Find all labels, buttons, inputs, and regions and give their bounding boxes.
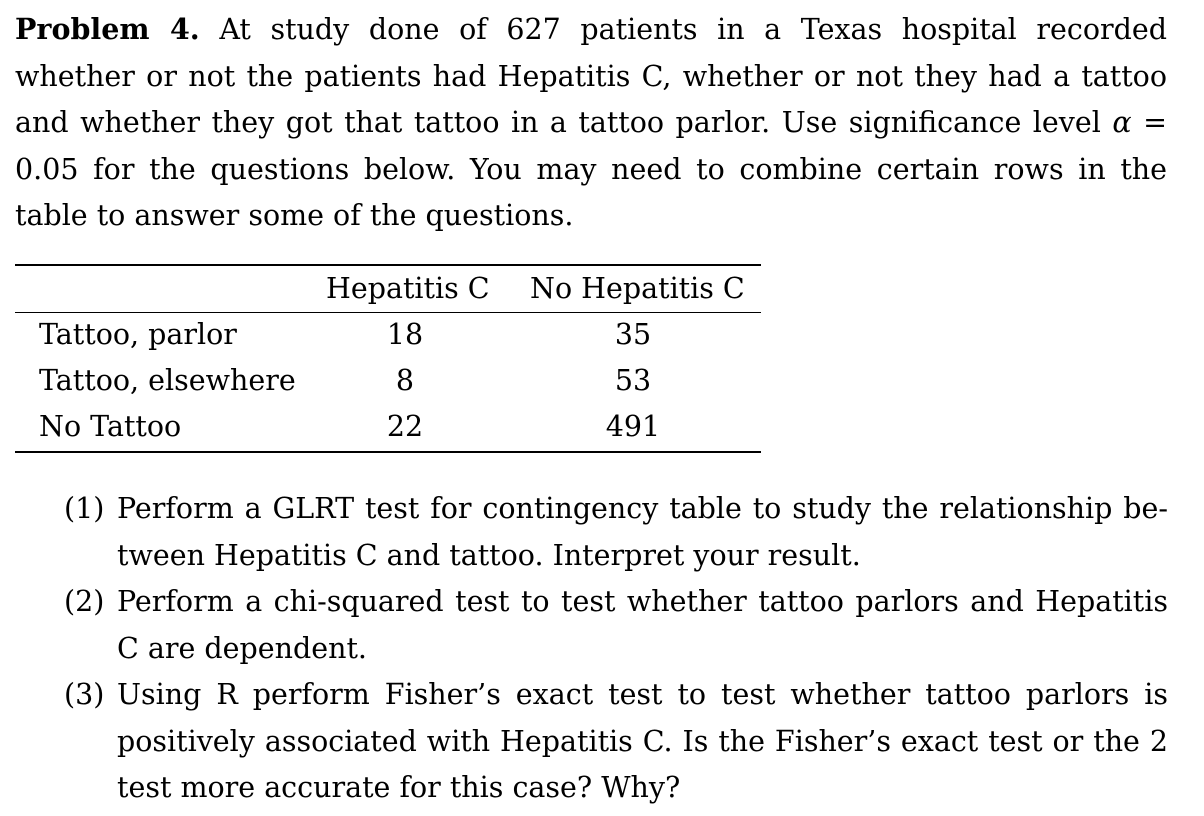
question-item (64, 579, 1168, 672)
table-bottom-rule (15, 451, 761, 453)
alpha-value: = 0.05 (15, 106, 1168, 186)
cell-elsewhere-hep-c: 8 (395, 364, 415, 397)
alpha-symbol: α (1112, 106, 1132, 139)
problem-text-start: At study done of 627 patients in a Texas hospital recorded whether or not the patients had Hepatitis C, whether or not they had a tattoo and whether they got that tattoo in a tattoo parlor. Use significance level (15, 13, 1167, 139)
row-label-no-tattoo: No Tattoo (39, 410, 182, 443)
problem-label: Problem 4. (15, 12, 200, 46)
table-top-rule (15, 264, 761, 266)
question-text: Using R perform Fisher’s exact test to test whether tattoo parlors is positively associated with Hepatitis C. Is the Fisher’s exact test or the 2 test more accurate for this case? Why? (117, 678, 1168, 804)
question-text: Perform a chi-squared test to test whether tattoo parlors and Hepatitis C are dependent. (117, 585, 1168, 665)
cell-parlor-hep-c: 18 (386, 318, 424, 351)
question-number: (1) (64, 492, 105, 525)
question-list (64, 486, 1168, 812)
problem-statement (15, 6, 1167, 240)
contingency-table (15, 264, 761, 454)
cell-no-tattoo-no-hep-c: 491 (605, 410, 661, 443)
question-number: (2) (64, 585, 105, 618)
question-item (64, 672, 1168, 812)
header-hepatitis-c: Hepatitis C (326, 272, 490, 305)
question-item (64, 486, 1168, 579)
row-label-tattoo-elsewhere: Tattoo, elsewhere (39, 364, 296, 397)
cell-parlor-no-hep-c: 35 (614, 318, 652, 351)
header-no-hepatitis-c: No Hepatitis C (530, 272, 745, 305)
cell-no-tattoo-hep-c: 22 (386, 410, 424, 443)
row-label-tattoo-parlor: Tattoo, parlor (39, 318, 237, 351)
question-number: (3) (64, 678, 105, 711)
question-text: Perform a GLRT test for contingency table to study the relationship be- tween Hepatitis C and tattoo. Interpret your result. (117, 492, 1168, 572)
table-header-rule (15, 312, 761, 313)
cell-elsewhere-no-hep-c: 53 (614, 364, 652, 397)
problem-text-end: for the questions below. You may need to combine certain rows in the table to answer some of the questions. (15, 152, 1167, 232)
